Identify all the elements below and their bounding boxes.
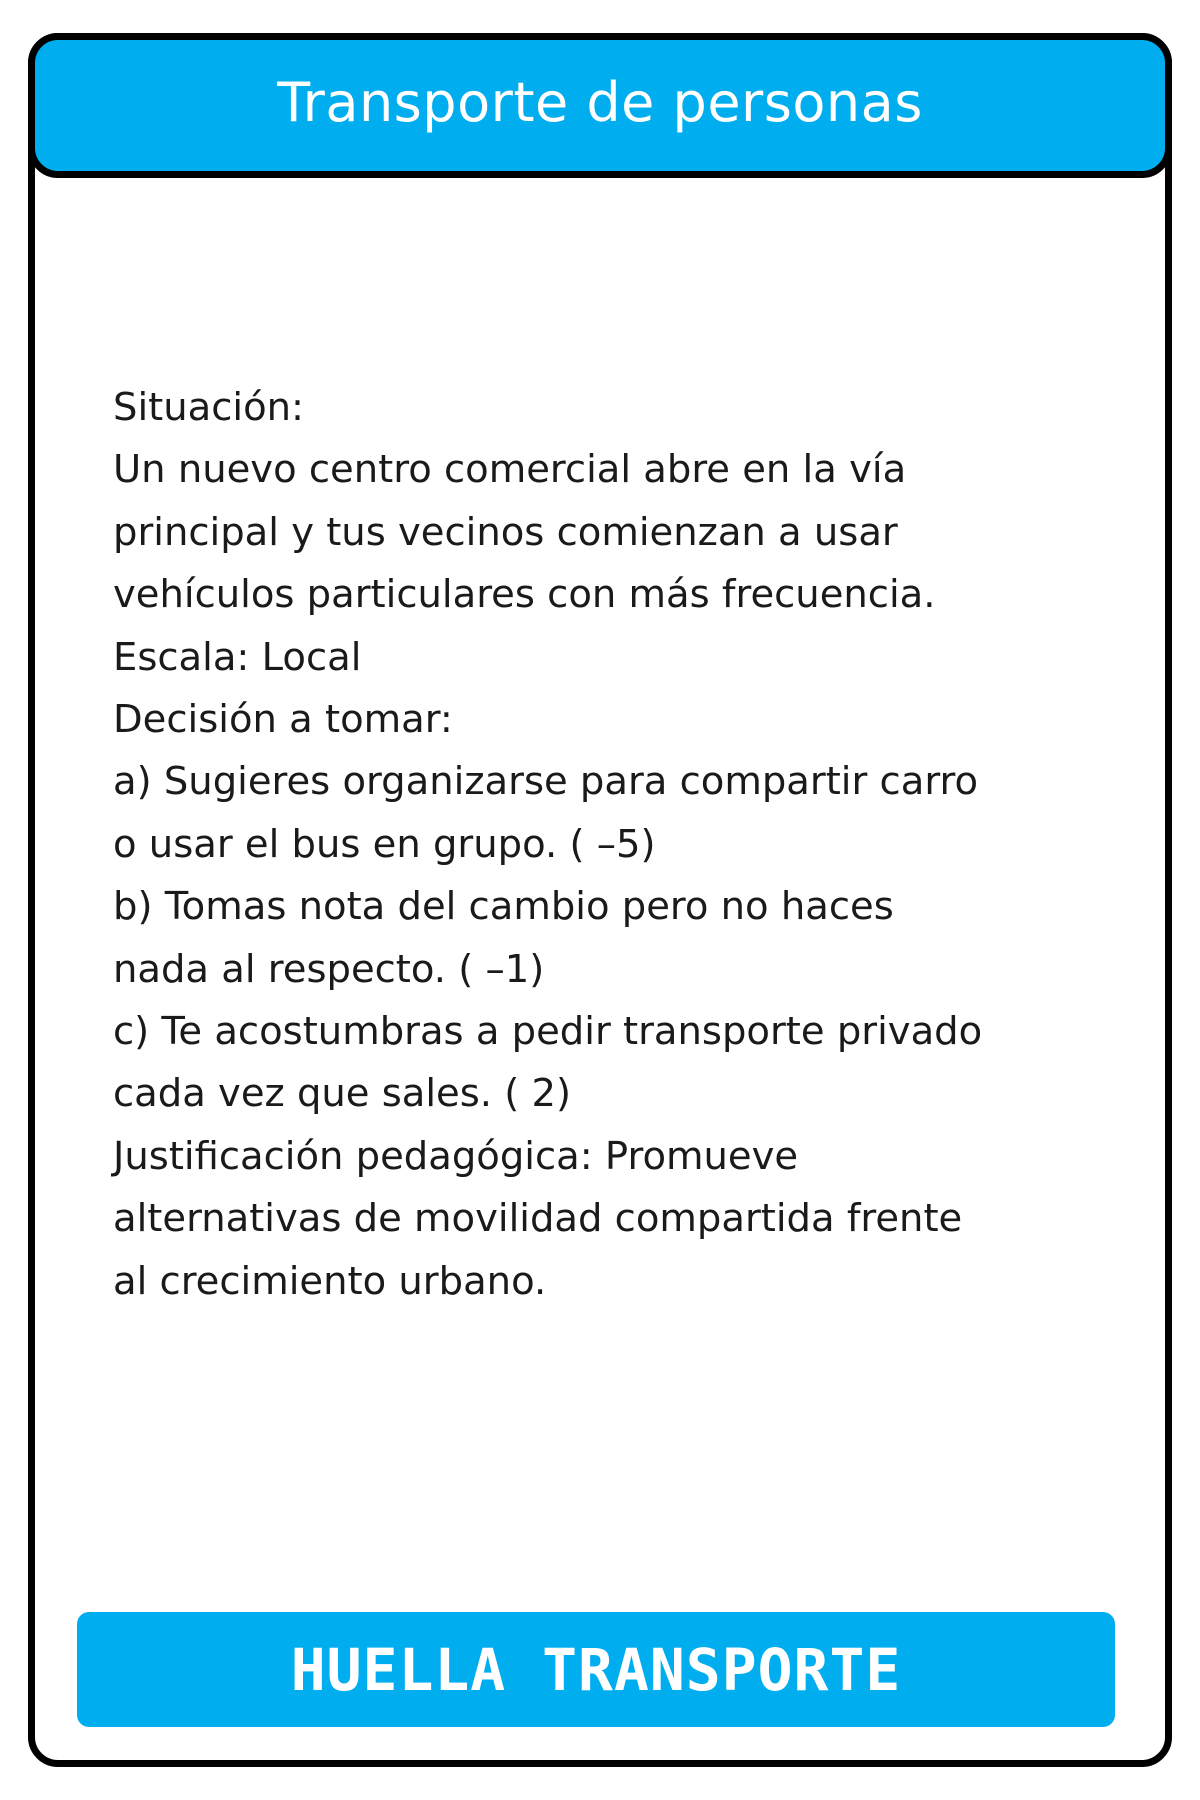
option-b-line: b) Tomas nota del cambio pero no haces [113,884,894,930]
card-title: Transporte de personas [277,71,923,134]
justification-line: alternativas de movilidad compartida frente [113,1196,963,1242]
decision-heading: Decisión a tomar: [113,697,453,743]
card-body [113,377,1093,1313]
justification-line: al crecimiento urbano. [113,1258,547,1304]
situation-heading: Situación: [113,385,305,430]
situation-text-line: Un nuevo centro comercial abre en la vía [113,447,907,493]
option-b-line: nada al respecto. ( –1) [113,946,545,992]
huella-transporte-button[interactable] [77,1612,1115,1727]
situation-text-line: vehículos particulares con más frecuencia. [113,572,936,618]
option-c-line: c) Te acostumbras a pedir transporte privado [113,1009,983,1055]
scale-line: Escala: Local [113,634,362,680]
situation-text-line: principal y tus vecinos comienzan a usar [113,509,898,555]
option-a-line: o usar el bus en grupo. ( –5) [113,821,656,867]
footer-label: HUELLA TRANSPORTE [290,1635,902,1704]
option-c-line: cada vez que sales. ( 2) [113,1071,572,1117]
card-header [28,33,1172,178]
option-a-line: a) Sugieres organizarse para compartir carro [113,759,979,805]
justification-line: Justificación pedagógica: Promueve [113,1133,799,1179]
